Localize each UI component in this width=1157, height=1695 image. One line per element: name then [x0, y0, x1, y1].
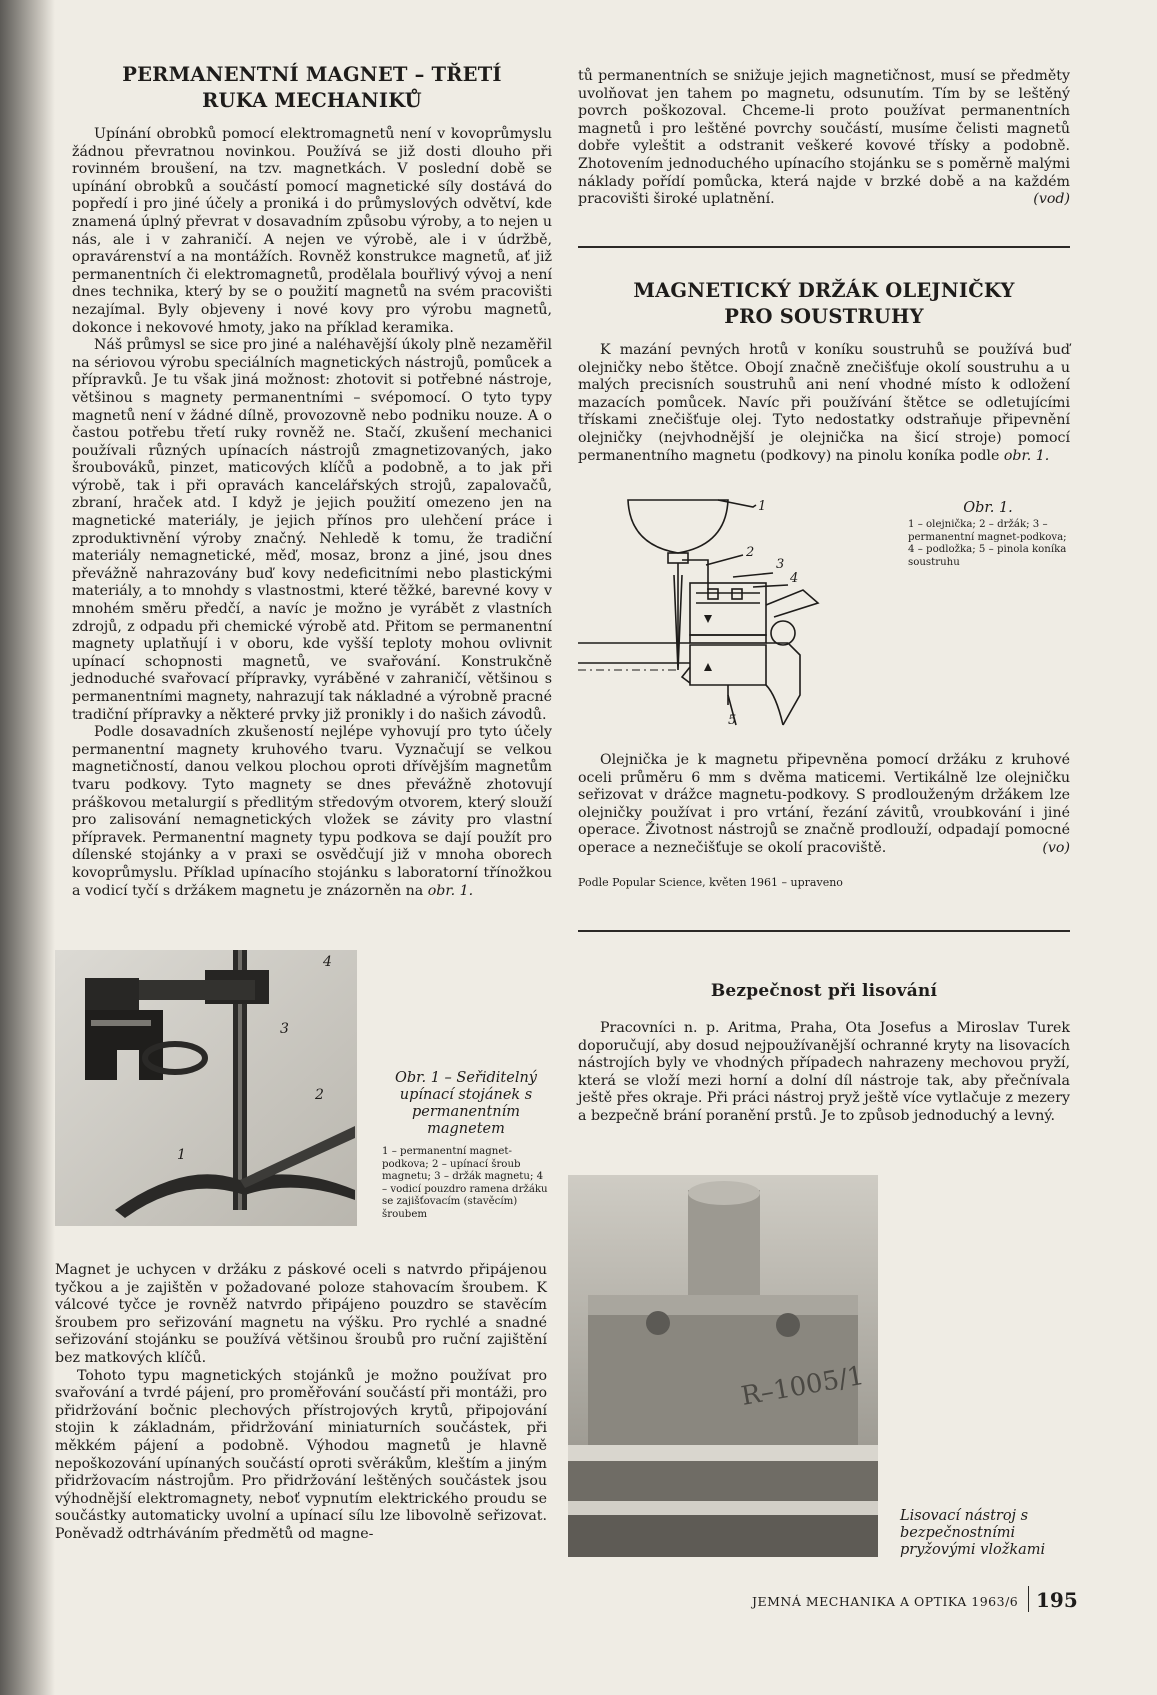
- article-body-tail: [578, 68, 1070, 209]
- paragraph: Náš průmysl se sice pro jiné a naléhavější úkoly plně nezaměřil na sériovou výrobu speciálních magnetických nástrojů, pomůcek a přípravků. Je tu však jiná možnost: zhotovit si potřebné nástroje, většinou s magnety permanentními – svépomocí. O tyto typy magnetů není v žádné dílně, provozovně nebo podniku nouze. A o častou potřebu třetí ruky rovněž ne. Stačí, zkušení mechanici používali různých upínacích nástrojů zmagnetizovaných, jako šroubováků, pinzet, maticových klíčů a podobně, a to jak při výrobě, tak i při opravách kancelářských strojů, zapalovačů, zbraní, hraček atd. I když je jejich použití omezeno jen na magnetické materiály, je jejich přínos pro ulehčení práce i zproduktivnění výroby značný. Nehledě k tomu, že tradiční materiály nemagnetické, měď, mosaz, bronz a jiné, jsou dnes převážně nahrazovány buď kovy nedeficitními nebo plastickými materiály, a to mnohdy s vlastnostmi, které těžké, barevné kovy v mnohém směru předčí, a navíc je možno je vyrábět z vlastních zdrojů, z odpadu při chemické výrobě atd. Přitom se permanentní magnety uplatňují i v oboru, kde vyšší teploty mohou ovlivnit upínací schopnosti magnetů, ve svařování. Konstrukčně jednoduché svařovací přípravky, vyráběné v zahraničí, většinou s permanentními magnety, nahrazují tak nákladné a výrobně pracné tradiční přípravky a některé prvky již pronikly i do našich závodů.: [72, 337, 552, 723]
- drawing-caption-title: Obr. 1.: [963, 500, 1013, 516]
- article-title: MAGNETICKÝ DRŽÁK OLEJNIČKY PRO SOUSTRUHY: [633, 279, 1015, 328]
- paragraph: Magnet je uchycen v držáku z páskové oceli s natvrdo připájenou tyčkou a je zajištěn v požadované poloze stahovacím šroubem. K válcové tyčce je rovněž natvrdo připájeno pouzdro se stavěcím šroubem pro seřizování magnetu na výšku. Pro rychlé a snadné seřizování stojánku se používá většinou šroubů pro ruční zajištění bez matkových klíčů.: [55, 1262, 547, 1366]
- article-body: [72, 126, 552, 900]
- fig-label-5: 5: [728, 713, 737, 728]
- fig-label-4: 4: [790, 571, 799, 586]
- article-body: [578, 342, 1070, 465]
- fig-label-1: 1: [758, 499, 767, 514]
- fig-label-2: 2: [746, 545, 755, 560]
- page-number: 195: [1036, 1588, 1078, 1612]
- paragraph: Podle dosavadních zkušeností nejlépe vyhovují pro tyto účely permanentní magnety kruhového tvaru. Vyznačují se velkou magnetičností, danou velkou plochou oproti dřívějším magnetům tvaru podkovy. Tyto magnety se dnes převážně zhotovují práškovou metalurgií s předlitým středovým otvorem, který slouží pro zalisování nemagnetických vložek se závity pro vlastní přípravek. Permanentní magnety typu podkova se dají použít pro dílenské stojánky a v praxi se osvědčují již v mnoha oborech kovoprůmyslu. Příklad upínacího stojánku s laboratorní třínožkou a vodicí tyčí s držákem magnetu je znázorněn na obr. 1.: [72, 724, 552, 899]
- author-signature: (vo): [1042, 839, 1070, 856]
- article-body-continued: [578, 752, 1070, 858]
- fig-label-2: 2: [315, 1087, 324, 1103]
- article-press-safety: [578, 978, 1070, 1126]
- article-body: [578, 1020, 1070, 1126]
- article-body-continued: [55, 1262, 547, 1544]
- page-binding-shadow: [0, 0, 55, 1695]
- drawing-caption: [908, 500, 1068, 569]
- figure-reference: obr. 1.: [427, 882, 474, 899]
- author-signature: (vod): [1033, 191, 1070, 208]
- article-oil-can-holder: [578, 278, 1070, 465]
- article-permanent-magnet: [72, 62, 552, 900]
- technical-drawing: [578, 495, 898, 735]
- article-title: PERMANENTNÍ MAGNET – TŘETÍ RUKA MECHANIKŮ: [122, 63, 502, 112]
- paragraph: Upínání obrobků pomocí elektromagnetů není v kovoprůmyslu žádnou převratnou novinkou. Používá se již dosti dlouho při rovinném broušení, na tzv. magnetkách. V poslední době se upínání obrobků a součástí pomocí magnetické síly dostává do popředí i pro jiné účely a proniká i do průmyslových odvětví, kde znamená úplný převrat v dosavadním způsobu výroby, a to nejen u nás, ale i v zahraničí. A nejen ve výrobě, ale i v údržbě, opravárenství a na montážích. Rovněž konstrukce magnetů, ať již permanentních či elektromagnetů, prodělala bouřlivý vývoj a není dnes technika, který by se o použití magnetů na svém pracovišti nezajímal. Byly objeveny i nové kovy pro výrobu magnetů, dokonce i nekovové hmoty, jako na příklad keramika.: [72, 126, 552, 336]
- oil-can-holder-drawing: [578, 495, 898, 735]
- figure-caption-title: Obr. 1 – Seřiditelný upínací stojánek s permanentním magnetem: [395, 1070, 537, 1137]
- fig-label-3: 3: [280, 1021, 289, 1037]
- footer-divider: [1028, 1586, 1029, 1612]
- article-title: Bezpečnost při lisování: [710, 981, 938, 1001]
- magnetic-stand-photo: [55, 950, 357, 1226]
- paragraph: Pracovníci n. p. Aritma, Praha, Ota Josefus a Miroslav Turek doporučují, aby dosud nejpoužívanější ochranné kryty na lisovacích nástrojích byly ve vhodných případech nahrazeny mechovou pryží, která se vloží mezi horní a dolní díl nástroje tak, aby přečnívala ještě přes okraje. Při práci nástroj pryž ještě více vytlačuje z mezery a bezpečně brání poranění prstů. Je to způsob jednoduchý a levný.: [578, 1020, 1070, 1124]
- magnetic-stand-image: [55, 950, 357, 1226]
- paragraph: K mazání pevných hrotů v koníku soustruhů se používá buď olejničky nebo štětce. Obojí značně znečišťuje okolí soustruhu a u malých precisních soustruhů ani není vhodné místo k odložení mazacích pomůcek. Navíc při používání štětce se odletujícími třískami znečišťuje olej. Tyto nedostatky odstraňuje připevnění olejničky (nejvhodnější je olejnička na šicí stroje) pomocí permanentního magnetu (podkovy) na pinolu koníka podle obr. 1.: [578, 342, 1070, 464]
- figure-reference: obr. 1.: [1003, 447, 1050, 464]
- svg-text:R–1005/1: R–1005/1: [739, 1360, 867, 1412]
- paragraph: Olejnička je k magnetu připevněna pomocí držáku z kruhové oceli průměru 6 mm s dvěma maticemi. Vertikálně lze olejničku seřizovat v drážce magnetu-podkovy. S prodlouženým držákem lze olejničky používat i pro vrtání, řezání závitů, vroubkování i jiné operace. Životnost nástrojů se značně prodlouží, odpadají pomocné operace a neznečišťuje se okolí pracoviště. (vo): [578, 752, 1070, 856]
- section-divider: [578, 930, 1070, 932]
- fig-label-1: 1: [177, 1147, 186, 1163]
- press-tool-image: [568, 1175, 878, 1557]
- fig-label-4: 4: [323, 954, 332, 970]
- paragraph: tů permanentních se snižuje jejich magnetičnost, musí se předměty uvolňovat jen tahem po magnetu, odsunutím. Tím by se leštěný povrch poškozoval. Chceme-li proto používat permanentních magnetů i pro leštěné povrchy součástí, musíme čelisti magnetů dobře vyleštit a odstranit veškeré kovové třísky a podobně. Zhotovením jednoduchého upínacího stojánku se s poměrně malými náklady pořídí pomůcka, která najde v brzké době a na každém pracovišti široké uplatnění. (vod): [578, 68, 1070, 208]
- press-photo-caption: Lisovací nástroj s bezpečnostními pryžovými vložkami: [900, 1508, 1046, 1558]
- drawing-caption-legend: 1 – olejnička; 2 – držák; 3 – permanentní magnet-podkova; 4 – podložka; 5 – pinola koníka soustruhu: [908, 519, 1067, 568]
- source-note: Podle Popular Science, květen 1961 – upraveno: [578, 876, 843, 889]
- paragraph: Tohoto typu magnetických stojánků je možno používat pro svařování a tvrdé pájení, pro proměřování součástí při montáži, pro přidržování bočnic plechových přístrojových krytů, připojování stojin k základnám, přidržování miniaturních součástek, při měkkém pájení a podobně. Výhodou magnetů je hlavně nepoškozování upínaných součástí oproti svěrákům, kleštím a jiným přidržovacím nástrojům. Pro přidržování leštěných součástek jsou výhodnější elektromagnety, neboť vypnutím elektrického proudu se součástky automaticky uvolní a upínací sílu lze libovolně seřizovat. Poněvadž odtrháváním předmětů od magne-: [55, 1367, 547, 1542]
- figure-caption: [382, 1070, 550, 1221]
- figure-caption-legend: 1 – permanentní magnet-podkova; 2 – upínací šroub magnetu; 3 – držák magnetu; 4 – vodicí pouzdro ramena držáku se zajišťovacím (stavěcím) šroubem: [382, 1146, 548, 1220]
- press-tool-photo: [568, 1175, 878, 1557]
- fig-label-3: 3: [776, 557, 785, 572]
- section-divider: [578, 246, 1070, 248]
- journal-footer: JEMNÁ MECHANIKA A OPTIKA 1963/6: [752, 1594, 1019, 1609]
